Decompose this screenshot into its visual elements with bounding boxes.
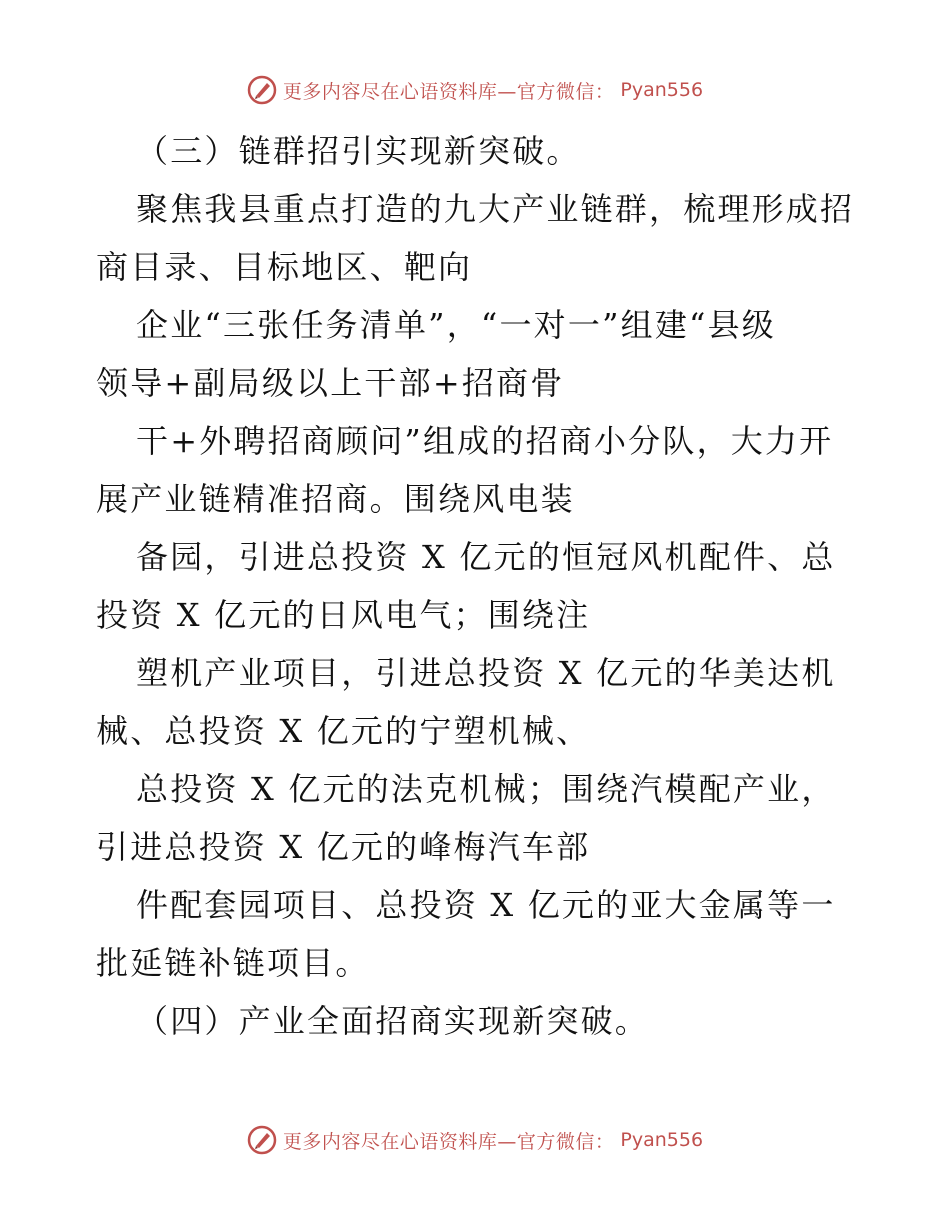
text-line: （四）产业全面招商实现新突破。 (136, 1002, 650, 1040)
text-line: 总投资 X 亿元的法克机械；围绕汽模配产业， (136, 770, 836, 808)
text-line: 械、总投资 X 亿元的宁塑机械、 (96, 712, 591, 750)
watermark-id: Pyan556 (620, 1129, 704, 1151)
text-line: 企业“三张任务清单”，“一对一”组建“县级 (136, 306, 776, 344)
text-line: 展产业链精准招商。围绕风电装 (96, 480, 575, 518)
text-line: 批延链补链项目。 (96, 944, 370, 982)
watermark-id: Pyan556 (620, 79, 704, 101)
document-body (96, 122, 866, 1050)
header-watermark (0, 70, 950, 110)
text-line: 商目录、目标地区、靶向 (96, 248, 473, 286)
watermark-text: 更多内容尽在心语资料库—官方微信： (282, 80, 615, 103)
pen-logo-icon (247, 1125, 277, 1155)
text-line: 投资 X 亿元的日风电气；围绕注 (96, 596, 591, 634)
text-line: 聚焦我县重点打造的九大产业链群，梳理形成招 (136, 190, 855, 228)
text-line: 引进总投资 X 亿元的峰梅汽车部 (96, 828, 591, 866)
text-line: 备园，引进总投资 X 亿元的恒冠风机配件、总 (136, 538, 836, 576)
text-line: 领导+副局级以上干部+招商骨 (96, 364, 565, 402)
pen-logo-icon (247, 75, 277, 105)
text-line: 件配套园项目、总投资 X 亿元的亚大金属等一 (136, 886, 836, 924)
footer-watermark (0, 1120, 950, 1160)
watermark-text: 更多内容尽在心语资料库—官方微信： (282, 1130, 615, 1153)
text-line: 干+外聘招商顾问”组成的招商小分队，大力开 (136, 422, 834, 460)
text-line: 塑机产业项目，引进总投资 X 亿元的华美达机 (136, 654, 836, 692)
text-line: （三）链群招引实现新突破。 (136, 132, 581, 170)
